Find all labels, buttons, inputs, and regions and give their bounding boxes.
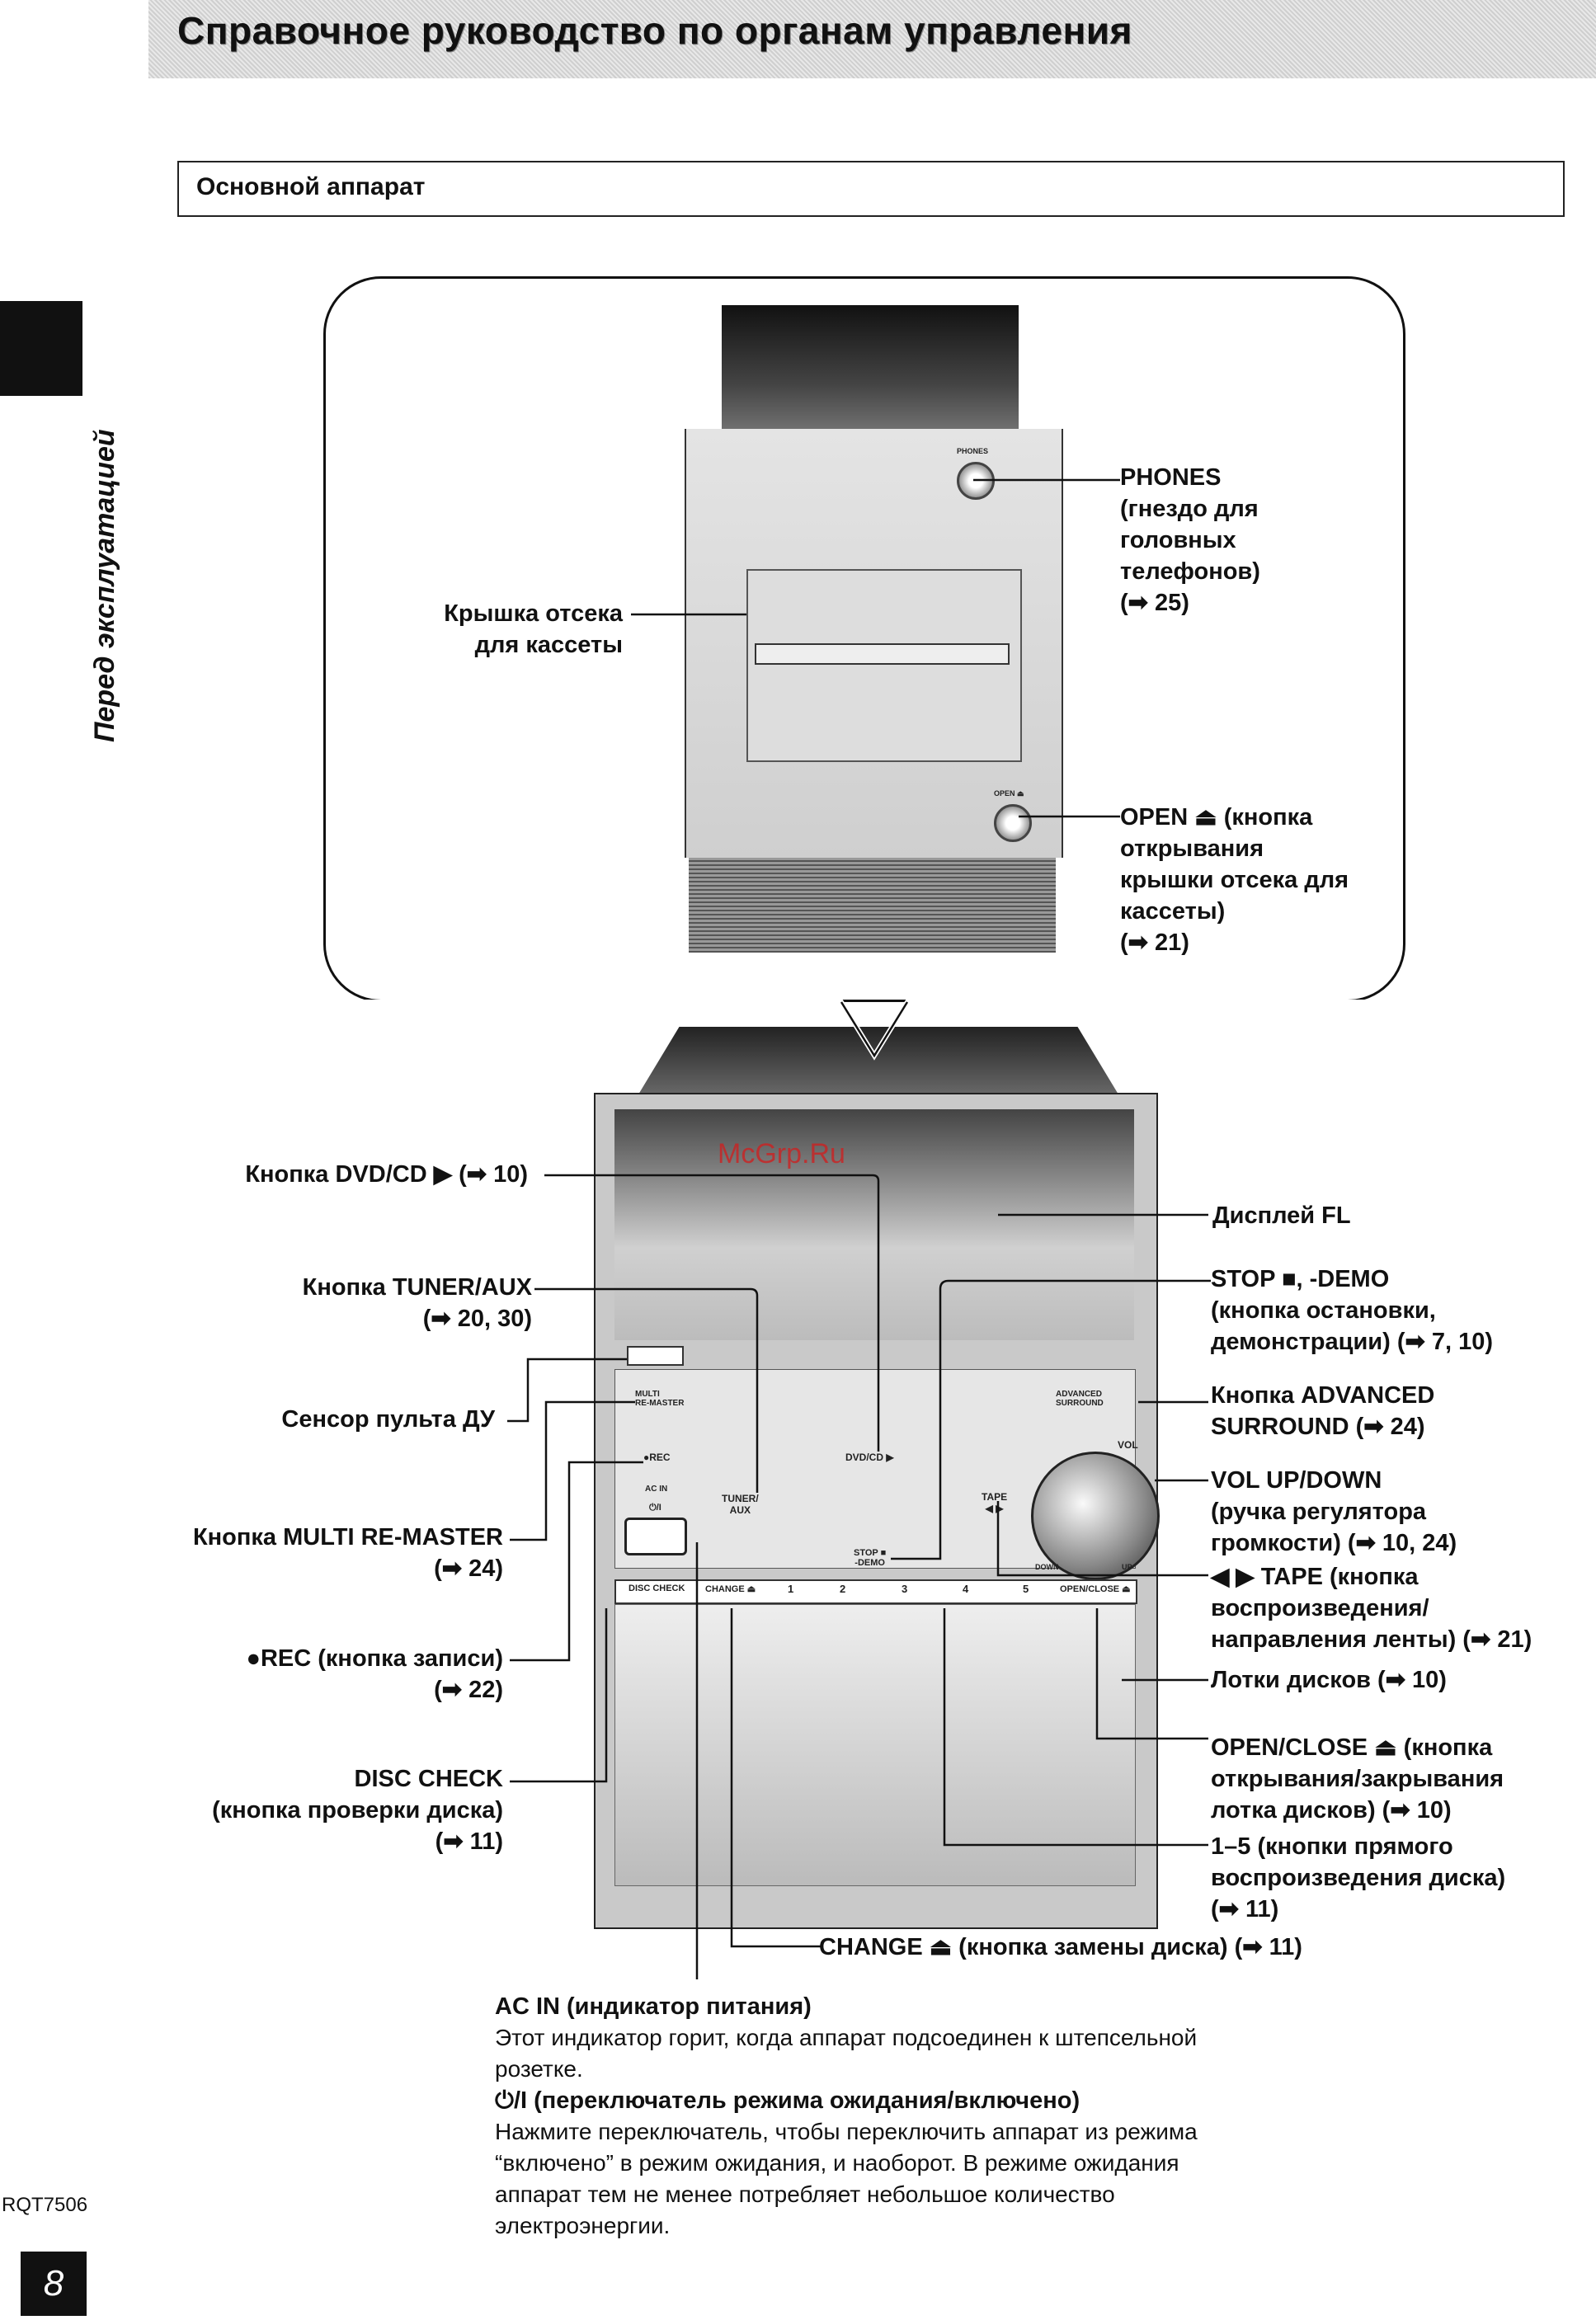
standby-label: ⏻/I [649,1503,661,1513]
acin-indicator: AC IN [645,1485,668,1494]
callout-display: Дисплей FL [1212,1202,1351,1229]
watermark: McGrp.Ru [718,1138,845,1169]
note-standby-text: Нажмите переключатель, чтобы переключить аппарат из режима “включено” в режим ожидания, и наоборот. В режиме ожидания аппарат тем не менее потребляет небольшое количество электроэнергии. [495,2119,1198,2238]
callout-disc-check: DISC CHECK (кнопка проверки диска) (➡ 11) [212,1766,503,1855]
stop-button[interactable]: STOP ■ -DEMO [854,1548,887,1568]
callout-advanced: Кнопка ADVANCED SURROUND (➡ 24) [1211,1382,1435,1440]
openclose-button[interactable]: OPEN/CLOSE ⏏ [1060,1584,1131,1594]
callout-dvdcd: Кнопка DVD/CD ▶ (➡ 10) [245,1161,528,1188]
side-tab-text: Перед эксплуатацией [89,429,120,742]
advanced-surround-button[interactable]: ADVANCED SURROUND [1056,1390,1104,1408]
callout-direct-play: 1–5 (кнопки прямого воспроизведения диска) (➡ 11) [1211,1833,1506,1922]
phones-small-label: PHONES [957,447,989,455]
disc-button-1[interactable]: 1 [788,1583,794,1595]
rec-button[interactable]: ●REC [643,1452,671,1463]
vol-label: VOL [1118,1439,1138,1451]
callout-open: OPEN ⏏ (кнопка открывания крышки отсека для кассеты) (➡ 21) [1120,804,1349,956]
callout-trays: Лотки дисков (➡ 10) [1211,1667,1447,1693]
callout-sensor: Сенсор пульта ДУ [281,1406,495,1433]
callout-vol: VOL UP/DOWN (ручка регулятора громкости) (➡ 10, 24) [1211,1467,1457,1556]
tape-button[interactable]: TAPE ◀ ▶ [982,1491,1008,1514]
open-small-label: OPEN ⏏ [994,789,1024,798]
callout-openclose: OPEN/CLOSE ⏏ (кнопка открывания/закрывания лотка дисков) (➡ 10) [1211,1734,1504,1824]
callout-phones: PHONES (гнездо для головных телефонов) (➡ 25) [1120,464,1260,616]
callout-multi: Кнопка MULTI RE-MASTER (➡ 24) [192,1524,503,1582]
multi-remaster-button[interactable]: MULTI RE-MASTER [635,1390,685,1408]
disc-check-button[interactable]: DISC CHECK [629,1584,685,1593]
dvdcd-button[interactable]: DVD/CD ▶ [845,1452,894,1463]
change-button[interactable]: CHANGE ⏏ [705,1584,756,1594]
disc-button-5[interactable]: 5 [1023,1583,1029,1595]
callout-rec: ●REC (кнопка записи) (➡ 22) [246,1645,503,1703]
callout-stop: STOP ■, -DEMO (кнопка остановки, демонстрации) (➡ 7, 10) [1211,1266,1493,1355]
page-title: Справочное руководство по органам управления [177,9,1132,52]
disc-button-3[interactable]: 3 [902,1583,908,1595]
callout-tape: ◀ ▶ TAPE (кнопка воспроизведения/ направления ленты) (➡ 21) [1211,1564,1532,1653]
section-label: Основной аппарат [196,173,426,200]
vol-down-label: DOWN [1035,1563,1059,1571]
vol-up-label: UP [1122,1563,1132,1571]
callout-cover: Крышка отсека для кассеты [444,600,623,658]
note-acin-title: AC IN (индикатор питания) [495,1993,812,2020]
note-acin-text: Этот индикатор горит, когда аппарат подсоединен к штепсельной розетке. [495,2025,1198,2082]
callout-change: CHANGE ⏏ (кнопка замены диска) (➡ 11) [819,1934,1302,1960]
disc-button-2[interactable]: 2 [840,1583,846,1595]
note-standby-title: ⏻/I (переключатель режима ожидания/включено) [495,2087,1080,2114]
callout-tuner: Кнопка TUNER/AUX (➡ 20, 30) [302,1274,532,1332]
doc-code: RQT7506 [2,2194,88,2216]
page-number: 8 [21,2252,87,2316]
tuner-aux-button[interactable]: TUNER/ AUX [722,1493,759,1516]
disc-button-4[interactable]: 4 [963,1583,969,1595]
